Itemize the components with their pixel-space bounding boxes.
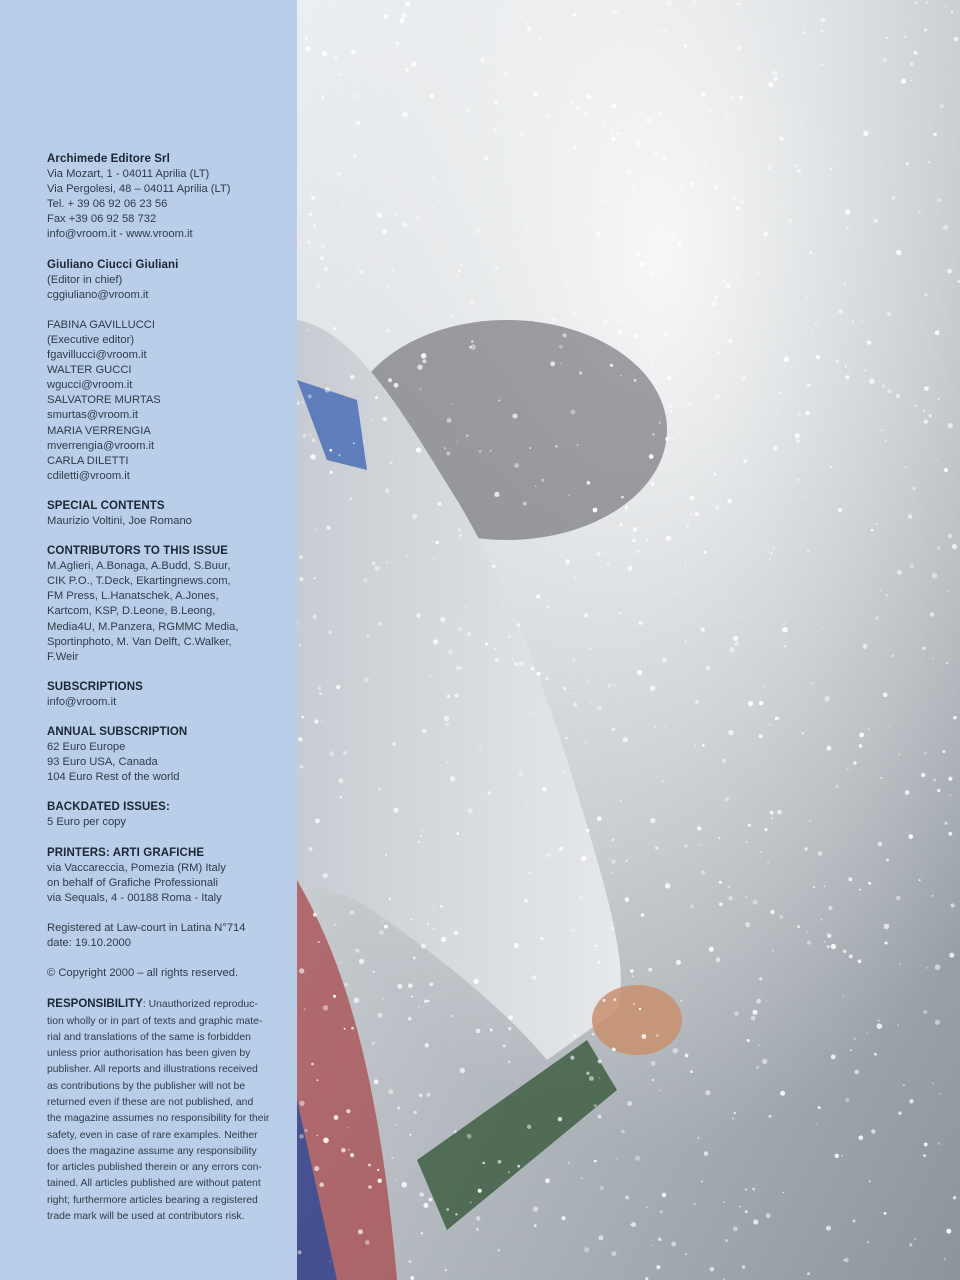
subscriptions-line: info@vroom.it <box>47 695 117 708</box>
photo-illustration <box>297 0 960 1280</box>
responsibility-heading: RESPONSIBILITY <box>47 998 143 1011</box>
contributors-line: Media4U, M.Panzera, RGMMC Media, <box>47 620 239 633</box>
staff-line: (Executive editor) <box>47 333 135 346</box>
staff-line: CARLA DILETTI <box>47 454 129 467</box>
publisher-block <box>47 152 283 243</box>
editor-line: cggiuliano@vroom.it <box>47 288 149 301</box>
copyright-block <box>47 966 283 981</box>
contributors-line: Sportinphoto, M. Van Delft, C.Walker, <box>47 635 232 648</box>
publisher-name: Archimede Editore Srl <box>47 153 170 165</box>
responsibility-line: rial and translations of the same is forbidden <box>47 1031 251 1043</box>
contributors-line: M.Aglieri, A.Bonaga, A.Budd, S.Buur, <box>47 560 231 573</box>
driver-hand <box>592 985 682 1055</box>
publisher-line: Via Pergolesi, 48 – 04011 Aprilia (LT) <box>47 183 231 196</box>
staff-line: wgucci@vroom.it <box>47 379 133 392</box>
responsibility-line: for articles published therein or any errors con- <box>47 1162 262 1174</box>
editor-block <box>47 258 283 303</box>
registration-line: Registered at Law-court in Latina N°714 <box>47 921 246 934</box>
printers-line: on behalf of Grafiche Professionali <box>47 876 219 889</box>
champagne-spray-photo <box>297 0 960 1280</box>
staff-line: mverrengia@vroom.it <box>47 439 155 452</box>
contributors-line: CIK P.O., T.Deck, Ekartingnews.com, <box>47 575 231 588</box>
masthead-sidebar <box>0 0 297 1280</box>
responsibility-first-line <box>47 996 283 1013</box>
backdated-line: 5 Euro per copy <box>47 816 126 829</box>
responsibility-line: tained. All articles published are without patent <box>47 1178 261 1190</box>
special-contents-heading: SPECIAL CONTENTS <box>47 499 165 512</box>
responsibility-line: the magazine assumes no responsibility for their <box>47 1113 270 1125</box>
publisher-line: Tel. + 39 06 92 06 23 56 <box>47 198 168 211</box>
publisher-line: Via Mozart, 1 - 04011 Aprilia (LT) <box>47 168 210 181</box>
contributors-line: FM Press, L.Hanatschek, A.Jones, <box>47 590 219 603</box>
responsibility-line: right; furthermore articles bearing a registered <box>47 1194 258 1206</box>
printers-line: via Sequals, 4 - 00188 Roma - Italy <box>47 891 222 904</box>
backdated-heading: BACKDATED ISSUES: <box>47 801 170 814</box>
staff-line: SALVATORE MURTAS <box>47 394 161 407</box>
contributors-line: F.Weir <box>47 650 79 663</box>
special-contents-line: Maurizio Voltini, Joe Romano <box>47 514 192 527</box>
responsibility-line: safety, even in case of rare examples. Neither <box>47 1129 258 1141</box>
staff-line: smurtas@vroom.it <box>47 409 138 422</box>
staff-line: MARIA VERRENGIA <box>47 424 151 437</box>
responsibility-line: tion wholly or in part of texts and graphic mate- <box>47 1015 263 1027</box>
responsibility-line: does the magazine assume any responsibility <box>47 1145 257 1157</box>
registration-line: date: 19.10.2000 <box>47 937 131 950</box>
staff-line: WALTER GUCCI <box>47 364 132 377</box>
responsibility-line: unless prior authorisation has been given by <box>47 1048 251 1060</box>
subscriptions-block <box>47 680 283 710</box>
contributors-heading: CONTRIBUTORS TO THIS ISSUE <box>47 545 229 558</box>
printers-heading: PRINTERS: ARTI GRAFICHE <box>47 846 205 859</box>
responsibility-line: as contributions by the publisher will not be <box>47 1080 246 1092</box>
editor-line: (Editor in chief) <box>47 273 123 286</box>
annual-subscription-block <box>47 725 283 785</box>
annual-subscription-line: 104 Euro Rest of the world <box>47 771 180 784</box>
responsibility-block <box>47 996 283 1225</box>
annual-subscription-line: 62 Euro Europe <box>47 741 126 754</box>
copyright-line: © Copyright 2000 – all rights reserved. <box>47 967 239 980</box>
annual-subscription-line: 93 Euro USA, Canada <box>47 756 158 769</box>
staff-line: cdiletti@vroom.it <box>47 469 130 482</box>
staff-block <box>47 318 283 484</box>
responsibility-first-text: : Unauthorized reproduc- <box>142 999 258 1011</box>
contributors-block <box>47 544 283 665</box>
printers-block <box>47 846 283 906</box>
backdated-block <box>47 800 283 830</box>
staff-line: FABINA GAVILLUCCI <box>47 318 155 331</box>
registration-block <box>47 921 283 951</box>
publisher-line: Fax +39 06 92 58 732 <box>47 213 157 226</box>
contributors-line: Kartcom, KSP, D.Leone, B.Leong, <box>47 605 216 618</box>
special-contents-block <box>47 499 283 529</box>
responsibility-line: publisher. All reports and illustrations received <box>47 1064 258 1076</box>
printers-line: via Vaccareccia, Pomezia (RM) Italy <box>47 861 226 874</box>
annual-subscription-heading: ANNUAL SUBSCRIPTION <box>47 726 188 738</box>
responsibility-line: trade mark will be used at contributors risk. <box>47 1211 245 1223</box>
responsibility-line: returned even if these are not published, and <box>47 1097 254 1108</box>
editor-name: Giuliano Ciucci Giuliani <box>47 258 179 271</box>
subscriptions-heading: SUBSCRIPTIONS <box>47 680 143 693</box>
staff-line: fgavillucci@vroom.it <box>47 349 147 362</box>
publisher-line: info@vroom.it - www.vroom.it <box>47 228 193 241</box>
